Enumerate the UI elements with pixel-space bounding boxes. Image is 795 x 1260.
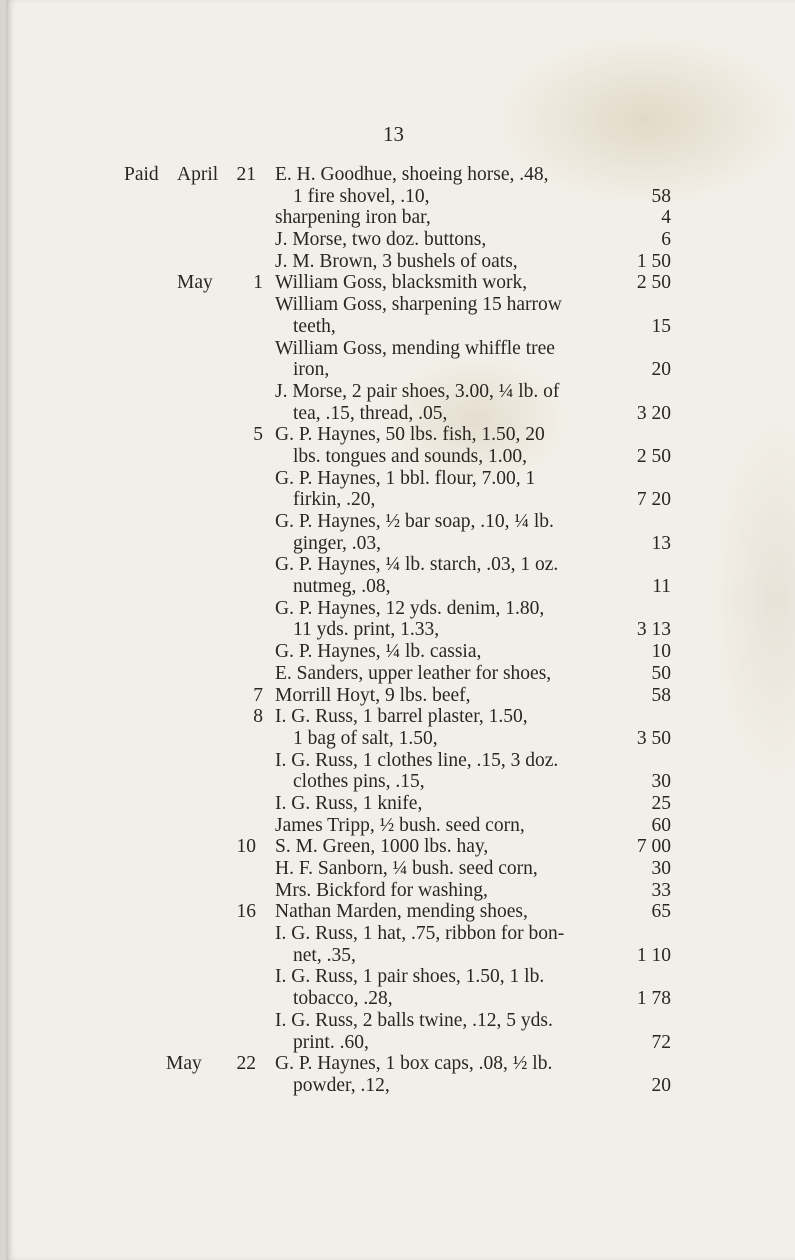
ledger-line xyxy=(6,554,795,576)
ledger-entry xyxy=(6,229,795,251)
entry-amount: 11 xyxy=(652,576,671,598)
ledger-line xyxy=(6,815,795,837)
ledger-entry xyxy=(6,598,795,641)
entry-description: powder, .12, xyxy=(293,1074,390,1096)
ledger-line xyxy=(6,901,795,923)
ledger-line xyxy=(6,164,795,186)
entry-description: G. P. Haynes, 1 box caps, .08, ½ lb. xyxy=(275,1053,553,1075)
ledger-entry xyxy=(6,663,795,685)
entry-description: William Goss, sharpening 15 harrow xyxy=(275,294,562,316)
entry-amount: 7 20 xyxy=(636,489,671,511)
entry-description: G. P. Haynes, 1 bbl. flour, 7.00, 1 xyxy=(275,467,536,489)
entry-description: I. G. Russ, 1 barrel plaster, 1.50, xyxy=(275,706,528,728)
entry-amount: 30 xyxy=(651,858,671,879)
entry-description: I. G. Russ, 1 pair shoes, 1.50, 1 lb. xyxy=(275,966,545,988)
entry-description: Morrill Hoyt, 9 lbs. beef, xyxy=(275,684,471,706)
entry-amount: 3 50 xyxy=(636,727,671,749)
ledger-line xyxy=(6,403,795,425)
ledger-entry xyxy=(6,793,795,815)
ledger-line xyxy=(6,945,795,967)
entry-description: sharpening iron bar, xyxy=(275,207,431,229)
ledger-line xyxy=(6,424,795,446)
entry-description: 1 bag of salt, 1.50, xyxy=(293,727,438,749)
ledger-entry xyxy=(6,251,795,273)
ledger-entry xyxy=(6,836,795,858)
ledger-entry xyxy=(6,858,795,880)
ledger-line xyxy=(6,533,795,555)
ledger-entry xyxy=(6,1010,795,1053)
ledger-entry xyxy=(6,272,795,294)
entry-description: I. G. Russ, 1 clothes line, .15, 3 doz. xyxy=(275,749,559,771)
ledger-line xyxy=(6,468,795,490)
entry-description: I. G. Russ, 2 balls twine, .12, 5 yds. xyxy=(275,1009,553,1031)
entry-amount: 2 50 xyxy=(636,272,671,294)
ledger-line xyxy=(6,858,795,880)
entry-description: E. H. Goodhue, shoeing horse, .48, xyxy=(275,164,549,185)
ledger-line xyxy=(6,316,795,338)
entry-description: 1 fire shovel, .10, xyxy=(293,185,430,207)
ledger-entry xyxy=(6,294,795,337)
entry-month: May xyxy=(177,272,213,294)
ledger-entry xyxy=(6,880,795,902)
ledger-line xyxy=(6,1010,795,1032)
entry-description: G. P. Haynes, ½ bar soap, .10, ¼ lb. xyxy=(275,511,554,532)
entry-day: 16 xyxy=(236,901,256,923)
ledger-entry xyxy=(6,815,795,837)
entry-description: H. F. Sanborn, ¼ bush. seed corn, xyxy=(275,858,538,879)
ledger-entry xyxy=(6,966,795,1009)
entry-month: April xyxy=(177,164,219,185)
entry-day: 8 xyxy=(253,706,263,728)
ledger-line xyxy=(6,446,795,468)
entry-description: clothes pins, .15, xyxy=(293,771,425,793)
entry-description: ginger, .03, xyxy=(293,532,382,554)
entry-description: 11 yds. print, 1.33, xyxy=(293,619,440,641)
entry-amount: 15 xyxy=(651,315,671,337)
ledger-entry xyxy=(6,641,795,663)
ledger-line xyxy=(6,663,795,685)
ledger-entries xyxy=(6,164,795,1097)
entry-description: G. P. Haynes, 12 yds. denim, 1.80, xyxy=(275,597,545,619)
ledger-line xyxy=(6,880,795,902)
entry-description: I. G. Russ, 1 hat, .75, ribbon for bon- xyxy=(275,923,565,945)
ledger-entry xyxy=(6,381,795,424)
entry-description: nutmeg, .08, xyxy=(293,576,391,598)
ledger-entry xyxy=(6,511,795,554)
ledger-line xyxy=(6,576,795,598)
ledger-entry xyxy=(6,468,795,511)
entry-amount: 65 xyxy=(651,901,671,923)
ledger-entry xyxy=(6,164,795,207)
ledger-entry xyxy=(6,750,795,793)
entry-day: 22 xyxy=(236,1053,256,1075)
entry-description: Mrs. Bickford for washing, xyxy=(275,879,488,901)
entry-description: Nathan Marden, mending shoes, xyxy=(275,901,528,923)
ledger-line xyxy=(6,793,795,815)
ledger-entry xyxy=(6,424,795,467)
entry-amount: 3 20 xyxy=(636,402,671,424)
entry-amount: 72 xyxy=(651,1031,671,1053)
ledger-line xyxy=(6,294,795,316)
ledger-page xyxy=(6,0,795,1260)
ledger-entry xyxy=(6,685,795,707)
entry-amount: 3 13 xyxy=(636,619,671,641)
entry-amount: 50 xyxy=(651,662,671,684)
entry-amount: 20 xyxy=(651,359,671,381)
ledger-line xyxy=(6,229,795,251)
entry-description: J. M. Brown, 3 bushels of oats, xyxy=(275,250,518,272)
entry-description: teeth, xyxy=(293,315,336,337)
ledger-line xyxy=(6,338,795,360)
ledger-line xyxy=(6,598,795,620)
entry-amount: 1 50 xyxy=(636,250,671,272)
entry-description: lbs. tongues and sounds, 1.00, xyxy=(293,445,527,467)
entry-amount: 20 xyxy=(651,1074,671,1096)
entry-amount: 60 xyxy=(651,814,671,836)
entry-description: I. G. Russ, 1 knife, xyxy=(275,792,423,814)
ledger-line xyxy=(6,685,795,707)
entry-day: 7 xyxy=(253,684,263,706)
entry-description: William Goss, mending whiffle tree xyxy=(275,337,555,359)
ledger-line xyxy=(6,489,795,511)
entry-day: 21 xyxy=(236,164,256,185)
entry-day: 5 xyxy=(253,424,263,446)
entry-description: firkin, .20, xyxy=(293,489,376,511)
ledger-line xyxy=(6,359,795,381)
entry-amount: 7 00 xyxy=(636,836,671,858)
entry-description: G. P. Haynes, 50 lbs. fish, 1.50, 20 xyxy=(275,424,545,446)
ledger-line xyxy=(6,641,795,663)
ledger-line xyxy=(6,706,795,728)
ledger-entry xyxy=(6,706,795,749)
entry-amount: 58 xyxy=(651,185,671,207)
entry-description: tobacco, .28, xyxy=(293,988,393,1010)
ledger-line xyxy=(6,251,795,273)
ledger-entry xyxy=(6,338,795,381)
entry-description: G. P. Haynes, ¼ lb. cassia, xyxy=(275,641,482,663)
ledger-line xyxy=(6,988,795,1010)
ledger-line xyxy=(6,1053,795,1075)
ledger-line xyxy=(6,1075,795,1097)
entry-amount: 13 xyxy=(651,532,671,554)
ledger-line xyxy=(6,1032,795,1054)
ledger-entry xyxy=(6,923,795,966)
ledger-entry xyxy=(6,554,795,597)
ledger-line xyxy=(6,511,795,533)
entry-description: E. Sanders, upper leather for shoes, xyxy=(275,662,552,684)
entry-amount: 33 xyxy=(651,879,671,901)
ledger-line xyxy=(6,771,795,793)
entry-day: 10 xyxy=(236,836,256,858)
entry-description: net, .35, xyxy=(293,944,356,966)
ledger-line xyxy=(6,836,795,858)
entry-description: G. P. Haynes, ¼ lb. starch, .03, 1 oz. xyxy=(275,554,559,576)
entry-amount: 4 xyxy=(661,207,671,229)
ledger-line xyxy=(6,272,795,294)
entry-description: S. M. Green, 1000 lbs. hay, xyxy=(275,836,489,858)
ledger-line xyxy=(6,619,795,641)
entry-description: William Goss, blacksmith work, xyxy=(275,272,528,294)
ledger-entry xyxy=(6,207,795,229)
entry-month: May xyxy=(166,1053,202,1075)
entry-description: print. .60, xyxy=(293,1031,369,1053)
entry-description: James Tripp, ½ bush. seed corn, xyxy=(275,814,525,836)
entry-description: J. Morse, 2 pair shoes, 3.00, ¼ lb. of xyxy=(275,380,560,402)
ledger-line xyxy=(6,186,795,208)
entry-amount: 25 xyxy=(651,792,671,814)
ledger-line xyxy=(6,381,795,403)
ledger-entry xyxy=(6,901,795,923)
entry-description: J. Morse, two doz. buttons, xyxy=(275,229,487,251)
entry-amount: 58 xyxy=(651,684,671,706)
entry-amount: 6 xyxy=(661,229,671,251)
entry-description: iron, xyxy=(293,359,330,381)
ledger-line xyxy=(6,728,795,750)
entry-description: tea, .15, thread, .05, xyxy=(293,402,448,424)
entry-amount: 10 xyxy=(651,641,671,663)
entry-amount: 1 78 xyxy=(636,988,671,1010)
entry-amount: 2 50 xyxy=(636,445,671,467)
ledger-entry xyxy=(6,1053,795,1096)
ledger-line xyxy=(6,750,795,772)
page-number: 13 xyxy=(383,122,404,146)
ledger-line xyxy=(6,207,795,229)
ledger-line xyxy=(6,966,795,988)
entry-amount: 30 xyxy=(651,771,671,793)
paid-label: Paid xyxy=(124,164,159,185)
entry-day: 1 xyxy=(253,272,263,294)
entry-amount: 1 10 xyxy=(636,944,671,966)
ledger-line xyxy=(6,923,795,945)
